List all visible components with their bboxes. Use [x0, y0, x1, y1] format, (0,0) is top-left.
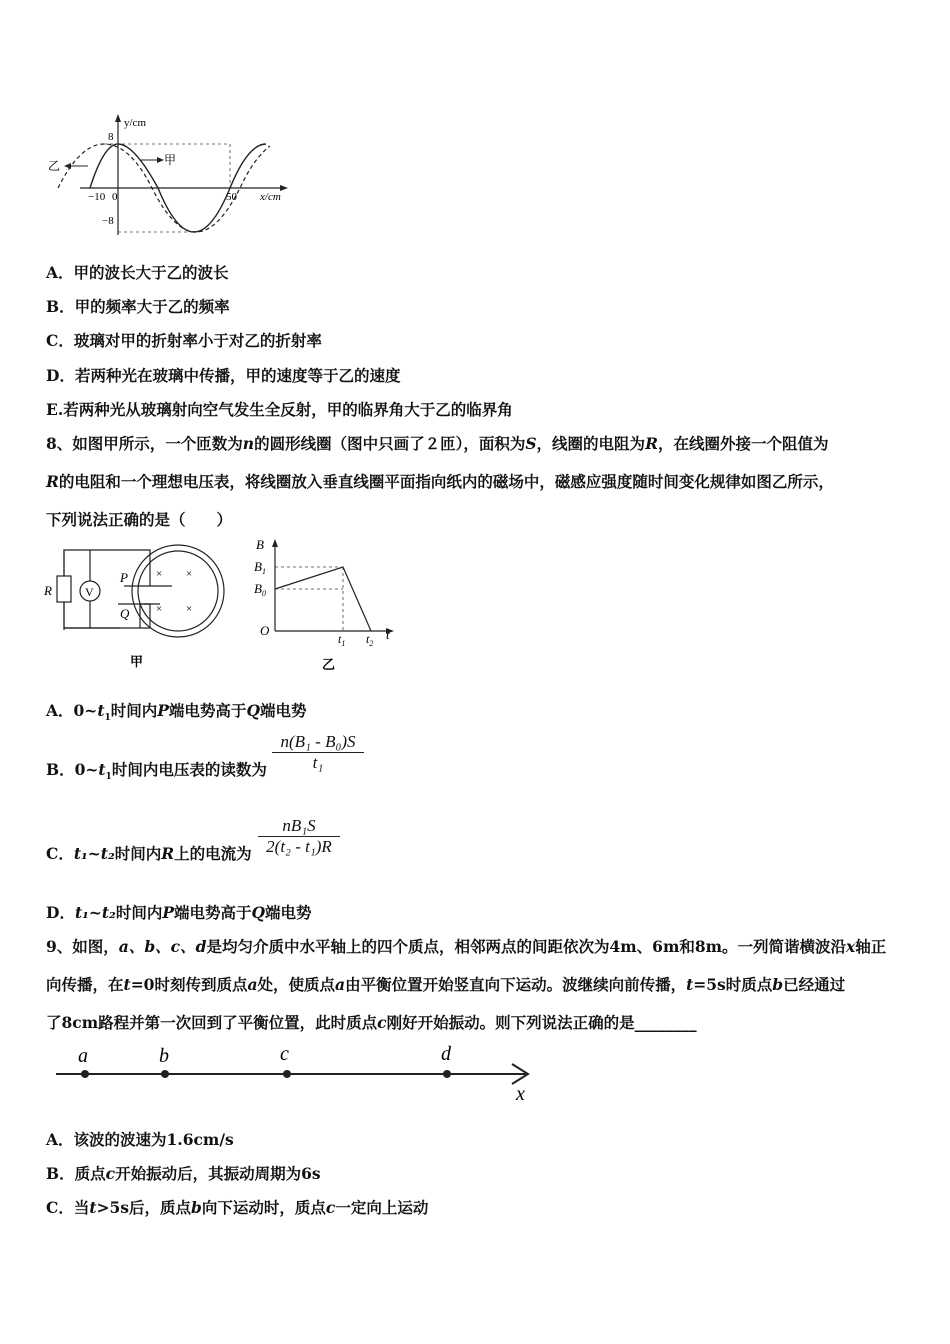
b-t-graph	[250, 535, 400, 675]
caption-yi: 乙	[322, 657, 336, 672]
svg-text:×: ×	[156, 568, 163, 580]
q7-option-c: C．玻璃对甲的折射率小于对乙的折射率	[46, 331, 322, 350]
svg-text:×: ×	[186, 568, 193, 580]
svg-text:a: a	[78, 1045, 88, 1067]
svg-text:B: B	[256, 537, 264, 552]
point-b	[161, 1070, 169, 1078]
q7-option-d: D．若两种光在玻璃中传播，甲的速度等于乙的速度	[46, 366, 401, 385]
caption-jia: 甲	[130, 654, 144, 669]
svg-text:x: x	[516, 1083, 525, 1105]
tick-50: 50	[226, 191, 237, 203]
q8-option-a: A．$0\sim t_1$时间内P端电势高于Q端电势	[46, 701, 307, 724]
point-a	[81, 1070, 89, 1078]
particle-axis-figure	[50, 1040, 540, 1105]
q9-option-a: A．该波的波速为1.6cm/s	[46, 1130, 234, 1149]
svg-text:Q: Q	[120, 606, 130, 621]
tick-0: 0	[112, 191, 118, 203]
tick-neg10: −10	[88, 191, 106, 203]
q8-option-c: C．t₁~t₂时间内R上的电流为	[46, 844, 252, 863]
q9-stem-line1: 9、如图，a、b、c、d是均匀介质中水平轴上的四个质点，相邻两点的间距依次为4m、6m和8m。一列简谐横波沿x轴正	[46, 937, 887, 956]
svg-text:c: c	[280, 1043, 289, 1065]
q7-option-b: B．甲的频率大于乙的频率	[46, 297, 230, 316]
y-axis-label: y/cm	[124, 117, 146, 129]
svg-text:×: ×	[186, 603, 193, 615]
q9-stem-line3: 了8cm路程并第一次回到了平衡位置，此时质点c刚好开始振动。则下列说法正确的是________	[46, 1013, 697, 1032]
q8-stem-line3: 下列说法正确的是（ ）	[46, 510, 233, 529]
q8-stem-line2: R的电阻和一个理想电压表，将线圈放入垂直线圈平面指向纸内的磁场中，磁感应强度随时间变化规律如图乙所示，	[46, 472, 834, 491]
b-t-line	[275, 567, 371, 631]
label-jia: 甲	[164, 153, 177, 167]
tick-8: 8	[108, 131, 114, 143]
label-yi: 乙	[48, 159, 61, 173]
svg-text:t: t	[386, 627, 390, 642]
q9-option-b: B．质点c开始振动后，其振动周期为6s	[46, 1164, 321, 1183]
svg-text:t1: $t_1$	[338, 632, 346, 648]
svg-text:b: b	[159, 1045, 169, 1067]
point-d	[443, 1070, 451, 1078]
coil-outer	[132, 545, 224, 637]
svg-text:R: R	[44, 583, 52, 598]
x-axis-label: x/cm	[260, 191, 281, 203]
wave-figure	[40, 110, 300, 240]
circuit-figure	[40, 540, 240, 675]
svg-text:d: d	[441, 1043, 451, 1065]
q8-b-fraction: $\frac{\text{n(B₁ - B₀)S}}{\text{t₁}}$	[272, 732, 364, 773]
svg-text:B1: $B_1$	[254, 559, 266, 576]
svg-text:V: V	[85, 585, 94, 599]
svg-text:P: P	[120, 570, 128, 585]
point-c	[283, 1070, 291, 1078]
tick-neg8: −8	[102, 215, 114, 227]
q7-option-e: E.若两种光从玻璃射向空气发生全反射，甲的临界角大于乙的临界角	[46, 400, 513, 419]
q8-option-b: B．$0\sim t_1$时间内电压表的读数为	[46, 760, 267, 783]
svg-text:B0: $B_0$	[254, 581, 266, 598]
q8-c-fraction: $\frac{\text{nB₁S}}{\text{2(t₂ - t₁)R}}$	[258, 816, 340, 857]
q9-option-c: C．当t>5s后，质点b向下运动时，质点c一定向上运动	[46, 1198, 429, 1217]
q8-stem-line1: 8、如图甲所示，一个匝数为n的圆形线圈（图中只画了２匝），面积为S，线圈的电阻为R，在线圈外接一个阻值为	[46, 434, 829, 453]
svg-text:O: O	[260, 623, 270, 638]
svg-text:×: ×	[156, 603, 163, 615]
q8-option-d: D．t₁~t₂时间内P端电势高于Q端电势	[46, 903, 312, 922]
q9-stem-line2: 向传播，在t=0时刻传到质点a处，使质点a由平衡位置开始竖直向下运动。波继续向前传播，t=5s时质点b已经通过	[46, 975, 846, 994]
q7-option-a: A．甲的波长大于乙的波长	[46, 263, 229, 282]
svg-text:t2: $t_2$	[366, 632, 374, 648]
resistor	[57, 576, 71, 602]
coil-inner	[138, 551, 218, 631]
